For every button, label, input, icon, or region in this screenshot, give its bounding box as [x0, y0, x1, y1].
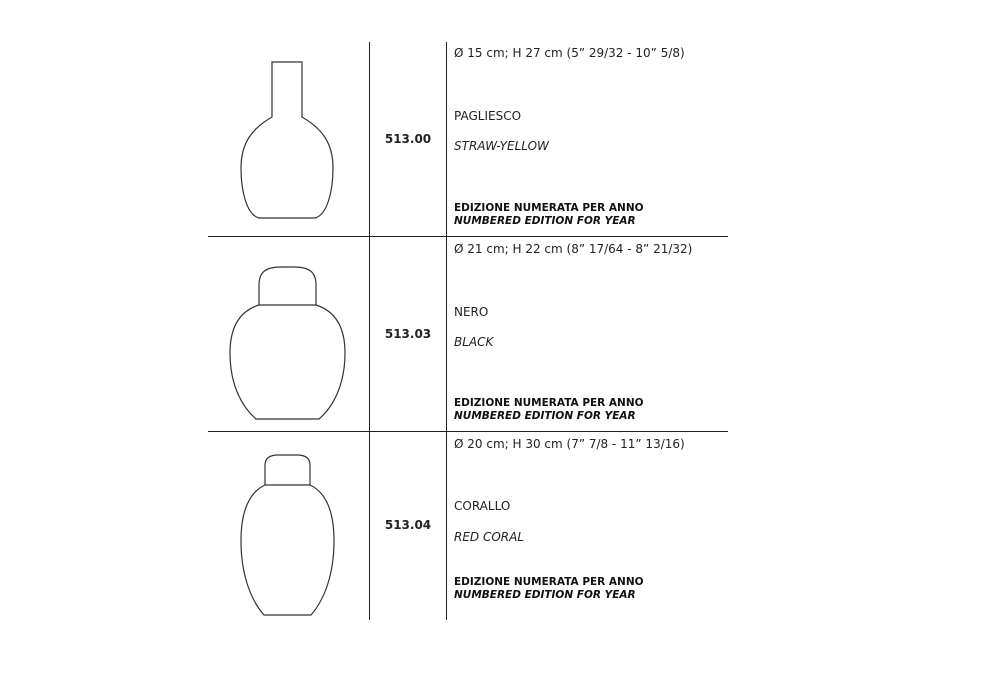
product-dimensions: Ø 20 cm; H 30 cm (7” 7/8 - 11” 13/16) [454, 437, 685, 451]
row-divider-2 [208, 431, 728, 432]
edition-note-italian: EDIZIONE NUMERATA PER ANNO [454, 397, 644, 409]
tall-lidded-jar-icon [235, 453, 340, 619]
edition-note-english: NUMBERED EDITION FOR YEAR [454, 215, 636, 227]
edition-note [454, 576, 644, 602]
product-code: 513.04 [384, 518, 432, 532]
product-code: 513.03 [384, 327, 432, 341]
product-dimensions: Ø 15 cm; H 27 cm (5” 29/32 - 10” 5/8) [454, 46, 685, 60]
product-dimensions: Ø 21 cm; H 22 cm (8” 17/64 - 8” 21/32) [454, 242, 693, 256]
edition-note-italian: EDIZIONE NUMERATA PER ANNO [454, 202, 644, 214]
bottle-vase-icon [235, 60, 340, 222]
edition-note-italian: EDIZIONE NUMERATA PER ANNO [454, 576, 644, 588]
edition-note-english: NUMBERED EDITION FOR YEAR [454, 589, 636, 601]
color-name-english: RED CORAL [454, 530, 525, 544]
color-name-italian: PAGLIESCO [454, 109, 522, 123]
edition-note [454, 202, 644, 228]
color-name-italian: CORALLO [454, 499, 511, 513]
column-divider-right [446, 42, 447, 620]
row-divider-1 [208, 236, 728, 237]
round-lidded-jar-icon [225, 265, 350, 425]
color-name-english: STRAW-YELLOW [454, 139, 549, 153]
color-name-italian: NERO [454, 305, 489, 319]
edition-note-english: NUMBERED EDITION FOR YEAR [454, 410, 636, 422]
product-code: 513.00 [384, 132, 432, 146]
column-divider-left [369, 42, 370, 620]
color-name-english: BLACK [454, 335, 494, 349]
edition-note [454, 397, 644, 423]
